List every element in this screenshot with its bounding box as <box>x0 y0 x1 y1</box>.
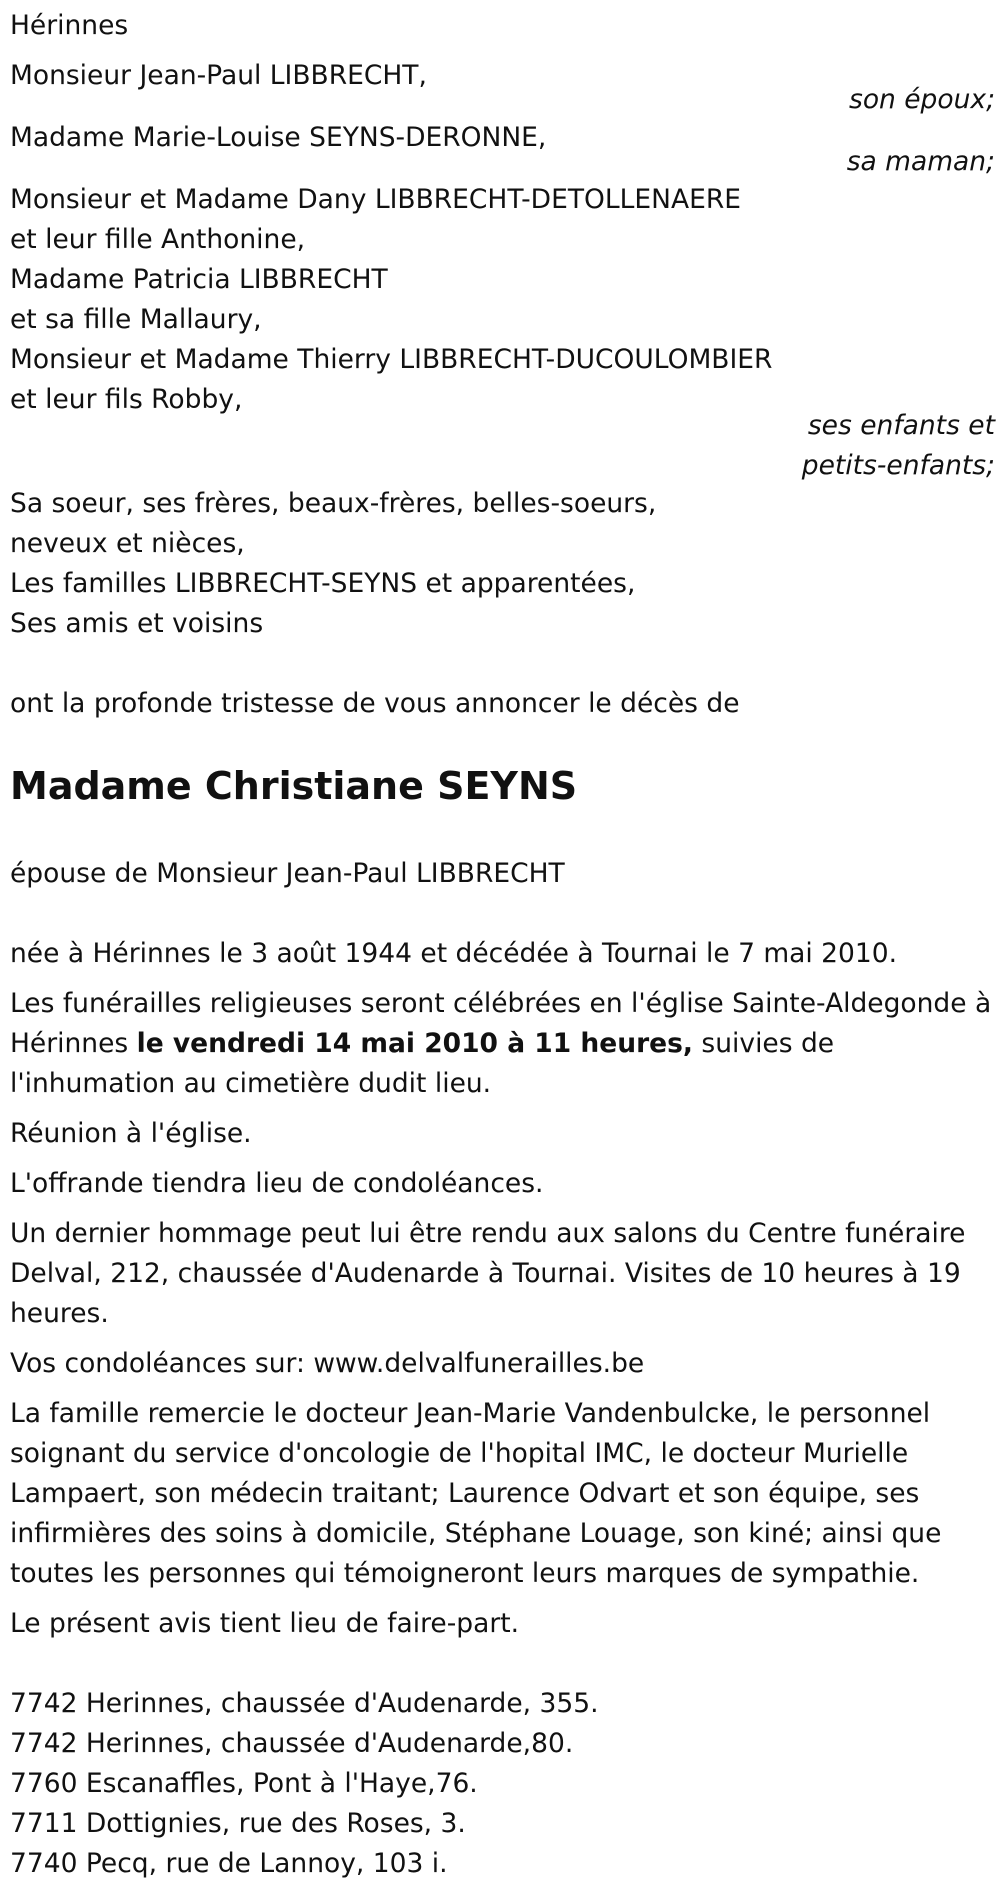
mother-role: sa maman; <box>846 146 995 177</box>
thanks-paragraph <box>10 1394 1000 1594</box>
children-line-6: et leur fils Robby, <box>10 384 243 415</box>
children-line-1: Monsieur et Madame Dany LIBBRECHT-DETOLLENAERE <box>10 184 741 215</box>
thanks-text: La famille remercie le docteur Jean-Marie Vandenbulcke, le personnel soignant du service d'oncologie de l'hopital IMC, le docteur Murielle Lampaert, son médecin traitant; Laurence Odvart et son équipe, ses infirmières des soins à domicile, Stéphane Louage, son kiné; ainsi que toutes les personnes qui témoigneront leurs marques de sympathie. <box>10 1398 942 1589</box>
children-line-3: Madame Patricia LIBBRECHT <box>10 264 388 295</box>
children-role-line-2: petits-enfants; <box>801 450 995 481</box>
funeral-text-after: suivies de l'inhumation au cimetière dudit lieu. <box>10 1028 835 1099</box>
address-line-2: 7742 Herinnes, chaussée d'Audenarde,80. <box>10 1728 574 1759</box>
address-line-1: 7742 Herinnes, chaussée d'Audenarde, 355. <box>10 1688 599 1719</box>
mother-name: Madame Marie-Louise SEYNS-DERONNE, <box>10 122 547 153</box>
address-line-5: 7740 Pecq, rue de Lannoy, 103 i. <box>10 1848 448 1879</box>
others-line-2: neveux et nièces, <box>10 528 245 559</box>
children-line-4: et sa fille Mallaury, <box>10 304 262 335</box>
reunion-line: Réunion à l'église. <box>10 1118 252 1149</box>
funeral-date-bold: le vendredi 14 mai 2010 à 11 heures, <box>136 1028 693 1059</box>
birth-death-line: née à Hérinnes le 3 août 1944 et décédée à Tournai le 7 mai 2010. <box>10 938 898 969</box>
spouse-line: épouse de Monsieur Jean-Paul LIBBRECHT <box>10 858 565 889</box>
others-line-3: Les familles LIBBRECHT-SEYNS et apparentées, <box>10 568 636 599</box>
deceased-name: Madame Christiane SEYNS <box>10 764 578 808</box>
children-line-5: Monsieur et Madame Thierry LIBBRECHT-DUCOULOMBIER <box>10 344 773 375</box>
children-line-2: et leur fille Anthonine, <box>10 224 306 255</box>
tribute-paragraph <box>10 1214 1000 1334</box>
funeral-text-before: Les funérailles religieuses seront célébrées en l'église Sainte-Aldegonde à Hérinnes <box>10 988 992 1059</box>
address-line-3: 7760 Escanaffles, Pont à l'Haye,76. <box>10 1768 478 1799</box>
offering-line: L'offrande tiendra lieu de condoléances. <box>10 1168 544 1199</box>
notice-line: Le présent avis tient lieu de faire-part. <box>10 1608 520 1639</box>
place-name: Hérinnes <box>10 10 129 41</box>
funeral-paragraph <box>10 984 1000 1104</box>
announcement-text: ont la profonde tristesse de vous annoncer le décès de <box>10 688 740 719</box>
tribute-text: Un dernier hommage peut lui être rendu aux salons du Centre funéraire Delval, 212, chaussée d'Audenarde à Tournai. Visites de 10 heures à 19 heures. <box>10 1218 966 1329</box>
spouse-name: Monsieur Jean-Paul LIBBRECHT, <box>10 60 427 91</box>
spouse-role: son époux; <box>849 84 995 115</box>
others-line-1: Sa soeur, ses frères, beaux-frères, belles-soeurs, <box>10 488 657 519</box>
children-role-line-1: ses enfants et <box>807 410 995 441</box>
address-line-4: 7711 Dottignies, rue des Roses, 3. <box>10 1808 466 1839</box>
condolences-line: Vos condoléances sur: www.delvalfunerailles.be <box>10 1348 645 1379</box>
others-line-4: Ses amis et voisins <box>10 608 264 639</box>
